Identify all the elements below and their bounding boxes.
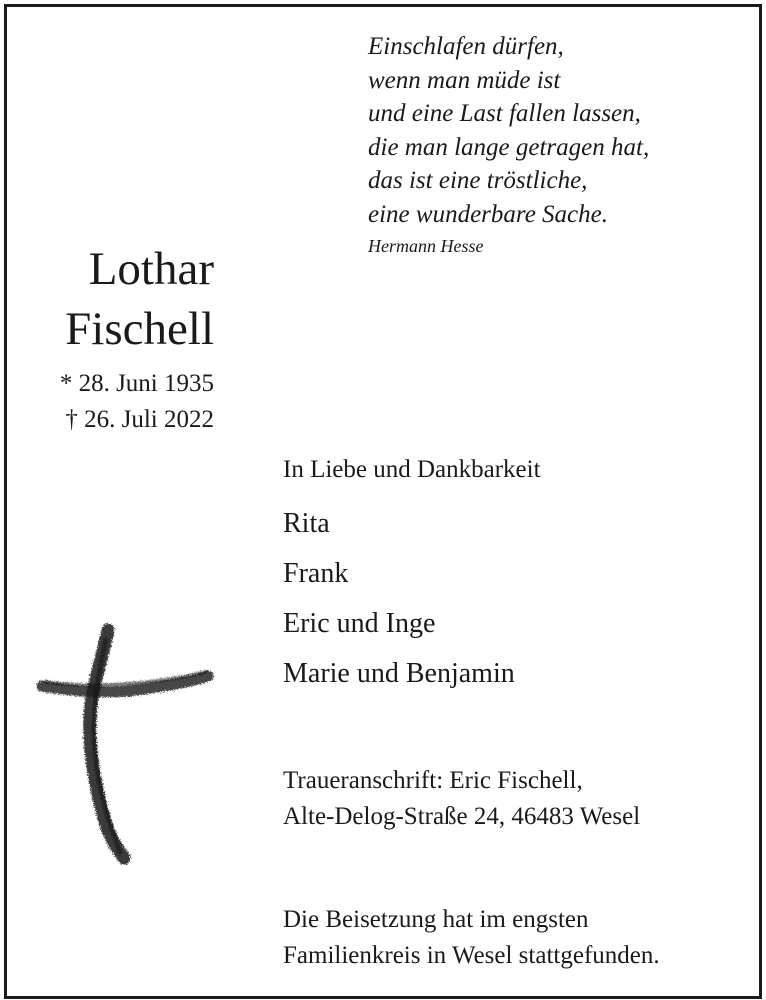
address-line: Alte-Delog-Straße 24, 46483 Wesel: [283, 803, 641, 830]
death-date: † 26. Juli 2022: [65, 406, 214, 433]
mourner-name: Frank: [283, 558, 349, 589]
charcoal-cross-icon: [36, 620, 216, 865]
address-line: Traueranschrift: Eric Fischell,: [283, 767, 583, 794]
funeral-note-line: Die Beisetzung hat im engsten: [283, 906, 589, 933]
poem-line: wenn man müde ist: [368, 66, 561, 94]
poem-line: und eine Last fallen lassen,: [368, 100, 641, 128]
poem-line: das ist eine tröstliche,: [368, 167, 588, 195]
deceased-first-name: Lothar: [88, 243, 214, 295]
poem-line: eine wunderbare Sache.: [368, 200, 608, 228]
poem-line: die man lange getragen hat,: [368, 133, 650, 161]
mourner-name: Eric und Inge: [283, 608, 436, 639]
mourner-list: [283, 506, 515, 706]
funeral-note: [283, 902, 660, 974]
poem: [368, 30, 748, 232]
birth-date: * 28. Juni 1935: [59, 370, 214, 397]
funeral-note-line: Familienkreis in Wesel stattgefunden.: [283, 942, 660, 969]
mourning-address: [283, 763, 640, 835]
poem-line: Einschlafen dürfen,: [368, 33, 564, 60]
mourner-name: Marie und Benjamin: [283, 658, 515, 689]
dedication: In Liebe und Dankbarkeit: [283, 456, 541, 483]
mourner-name: Rita: [283, 508, 330, 539]
deceased-last-name: Fischell: [65, 303, 214, 355]
poem-author: Hermann Hesse: [368, 236, 484, 256]
